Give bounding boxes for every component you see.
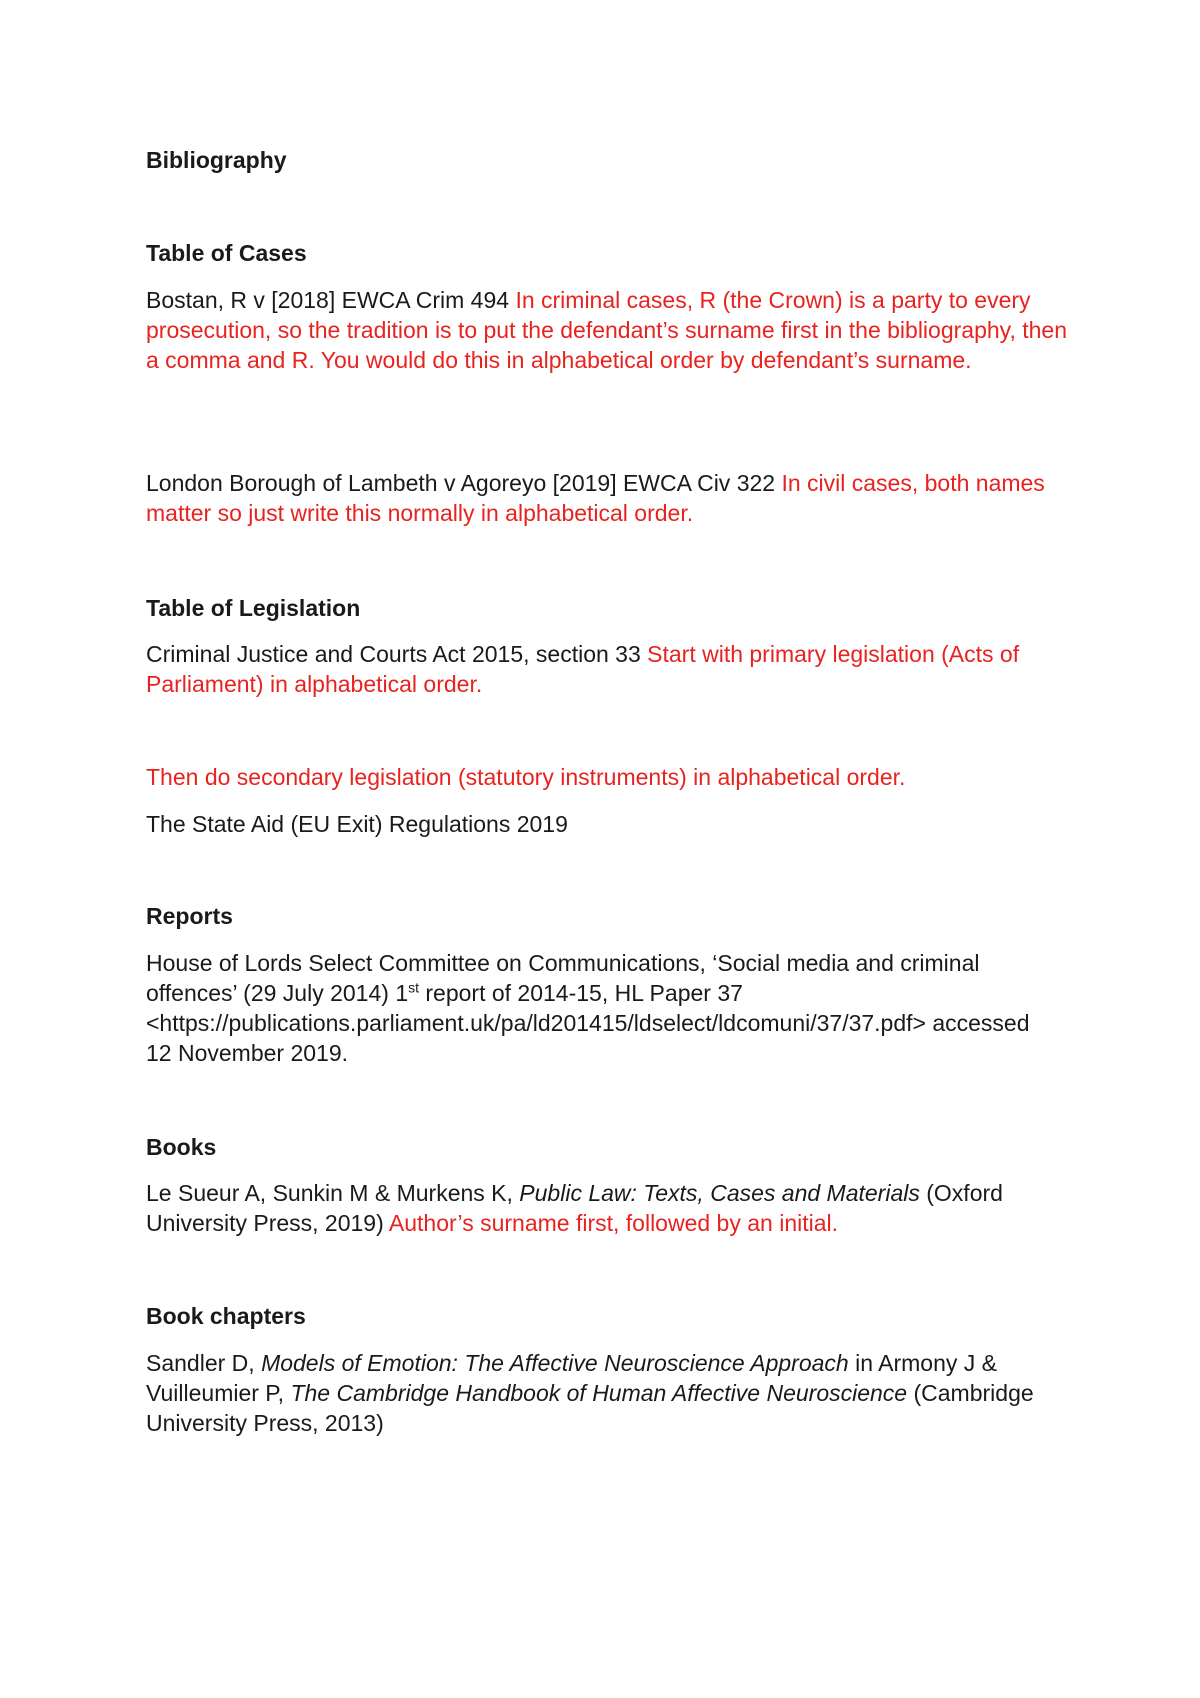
secondary-legislation-note: Then do secondary legislation (statutory instruments) in alphabetical order.: [146, 764, 906, 790]
case-entry-lambeth: [146, 468, 1076, 528]
chapter-entry: [146, 1348, 1066, 1438]
chapter-author: Sandler D,: [146, 1350, 255, 1376]
legislation-entry-primary: [146, 639, 1076, 699]
book-authors: Le Sueur A, Sunkin M & Murkens K,: [146, 1180, 513, 1206]
book-annotation: Author’s surname first, followed by an initial.: [388, 1210, 839, 1236]
chapter-title: Models of Emotion: The Affective Neuroscience Approach: [261, 1350, 849, 1376]
book-entry: [146, 1178, 1076, 1238]
books-heading: Books: [146, 1134, 217, 1160]
book-title: Public Law: Texts, Cases and Materials: [519, 1180, 920, 1206]
legislation-entry-secondary: The State Aid (EU Exit) Regulations 2019: [146, 811, 568, 837]
report-superscript: st: [408, 979, 419, 996]
report-entry: [146, 948, 1046, 1068]
case-citation: Bostan, R v [2018] EWCA Crim 494: [146, 287, 510, 313]
report-text-cont: report of 2014-15, HL Paper 37 <https://publications.parliament.uk/pa/ld201415/ldselect/ldcomuni/37/37.pdf> accessed 12 November 2019.: [146, 980, 1030, 1066]
case-entry-bostan: [146, 285, 1076, 375]
reports-heading: Reports: [146, 903, 233, 929]
case-citation: London Borough of Lambeth v Agoreyo [2019] EWCA Civ 322: [146, 470, 776, 496]
legislation-citation: Criminal Justice and Courts Act 2015, section 33: [146, 641, 641, 667]
chapter-editors: in Armony J & Vuilleumier P,: [146, 1350, 997, 1406]
page-title: Bibliography: [146, 147, 287, 173]
case-annotation: In criminal cases, R (the Crown) is a party to every prosecution, so the tradition is to put the defendant’s surname first in the bibliography, then a comma and R. You would do this in alphabetical order by defendant’s surname.: [146, 287, 1067, 373]
report-text: House of Lords Select Committee on Communications, ‘Social media and criminal offences’ (29 July 2014) 1: [146, 950, 980, 1006]
chapter-publisher: (Cambridge University Press, 2013): [146, 1380, 1034, 1436]
cases-heading: Table of Cases: [146, 240, 307, 266]
chapters-heading: Book chapters: [146, 1303, 306, 1329]
book-publisher: (Oxford University Press, 2019): [146, 1180, 1003, 1236]
legislation-heading: Table of Legislation: [146, 595, 361, 621]
legislation-annotation: Start with primary legislation (Acts of Parliament) in alphabetical order.: [146, 641, 1020, 697]
case-annotation: In civil cases, both names matter so just write this normally in alphabetical order.: [146, 470, 1045, 526]
chapter-book-title: The Cambridge Handbook of Human Affective Neuroscience: [290, 1380, 908, 1406]
